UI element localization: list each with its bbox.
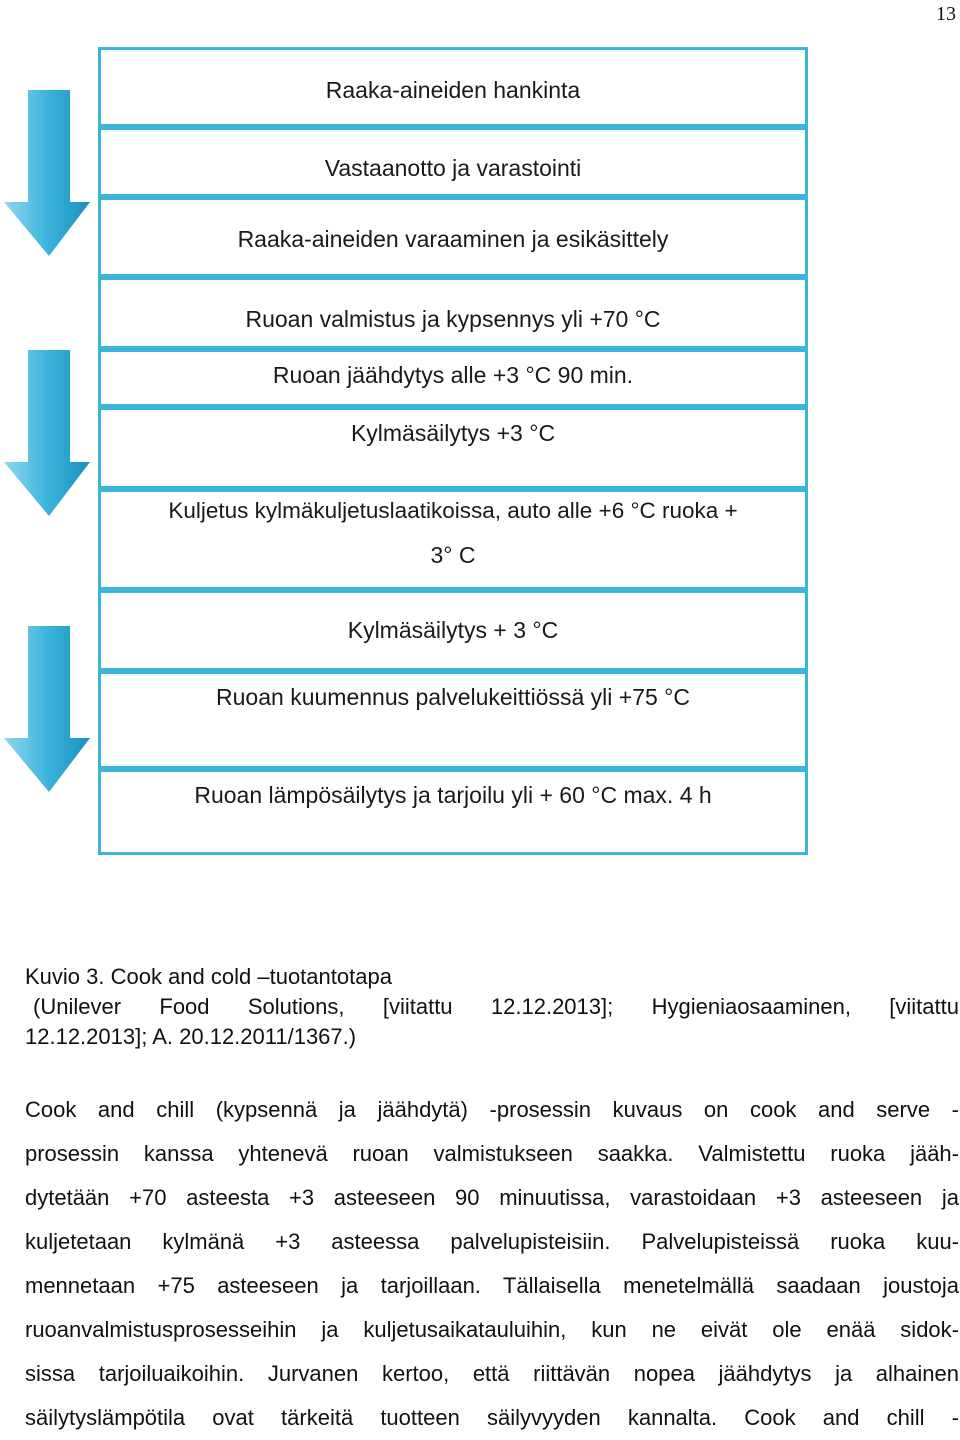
flow-step: Kylmäsäilytys +3 °C xyxy=(350,420,556,446)
paragraph-line: säilytyslämpötila ovat tärkeitä tuotteen säilyvyyden kannalta. Cook and chill - xyxy=(25,1405,959,1430)
flow-step: 3° C xyxy=(430,542,476,568)
down-arrow-icon xyxy=(4,624,90,796)
flow-step: Ruoan jäähdytys alle +3 °C 90 min. xyxy=(272,362,634,388)
body-paragraph xyxy=(25,1088,959,1440)
flow-step: Kuljetus kylmäkuljetuslaatikoissa, auto alle +6 °C ruoka + xyxy=(168,498,738,523)
flow-step: Ruoan kuumennus palvelukeittiössä yli +75 °C xyxy=(216,684,690,710)
paragraph-line: prosessin kanssa yhtenevä ruoan valmistukseen saakka. Valmistettu ruoka jääh- xyxy=(25,1141,959,1166)
flow-step: Raaka-aineiden varaaminen ja esikäsittely xyxy=(237,226,669,252)
flow-step: Raaka-aineiden hankinta xyxy=(325,77,581,103)
paragraph-line: ruoanvalmistusprosesseihin ja kuljetusaikatauluihin, kun ne eivät ole enää sidok- xyxy=(25,1317,959,1342)
flow-step: Ruoan valmistus ja kypsennys yli +70 °C xyxy=(245,306,661,332)
down-arrow-icon xyxy=(4,88,90,260)
paragraph-line: Cook and chill (kypsennä ja jäähdytä) -prosessin kuvaus on cook and serve - xyxy=(25,1097,959,1122)
flow-step: Vastaanotto ja varastointi xyxy=(324,155,582,181)
paragraph-line: mennetaan +75 asteeseen ja tarjoillaan. Tällaisella menetelmällä saadaan joustoja xyxy=(25,1273,959,1298)
paragraph-line: kuljetetaan kylmänä +3 asteessa palvelupisteisiin. Palvelupisteissä ruoka kuu- xyxy=(25,1229,959,1254)
flow-step: Kylmäsäilytys + 3 °C xyxy=(347,617,559,643)
paragraph-line: dytetään +70 asteesta +3 asteeseen 90 minuutissa, varastoidaan +3 asteeseen ja xyxy=(25,1185,959,1210)
page-number: 13 xyxy=(936,3,956,25)
down-arrow-icon xyxy=(4,348,90,520)
paragraph-line: sissa tarjoiluaikoihin. Jurvanen kertoo, että riittävän nopea jäähdytys ja alhainen xyxy=(25,1361,959,1386)
caption-title: Kuvio 3. Cook and cold –tuotantotapa xyxy=(25,964,392,989)
caption-source: 12.12.2013]; A. 20.12.2011/1367.) xyxy=(25,1024,357,1049)
figure-caption xyxy=(25,962,959,1052)
caption-source: (Unilever Food Solutions, [viitattu 12.12.2013]; Hygieniaosaaminen, [viitattu xyxy=(33,994,959,1019)
flow-step: Ruoan lämpösäilytys ja tarjoilu yli + 60 °C max. 4 h xyxy=(194,782,712,808)
